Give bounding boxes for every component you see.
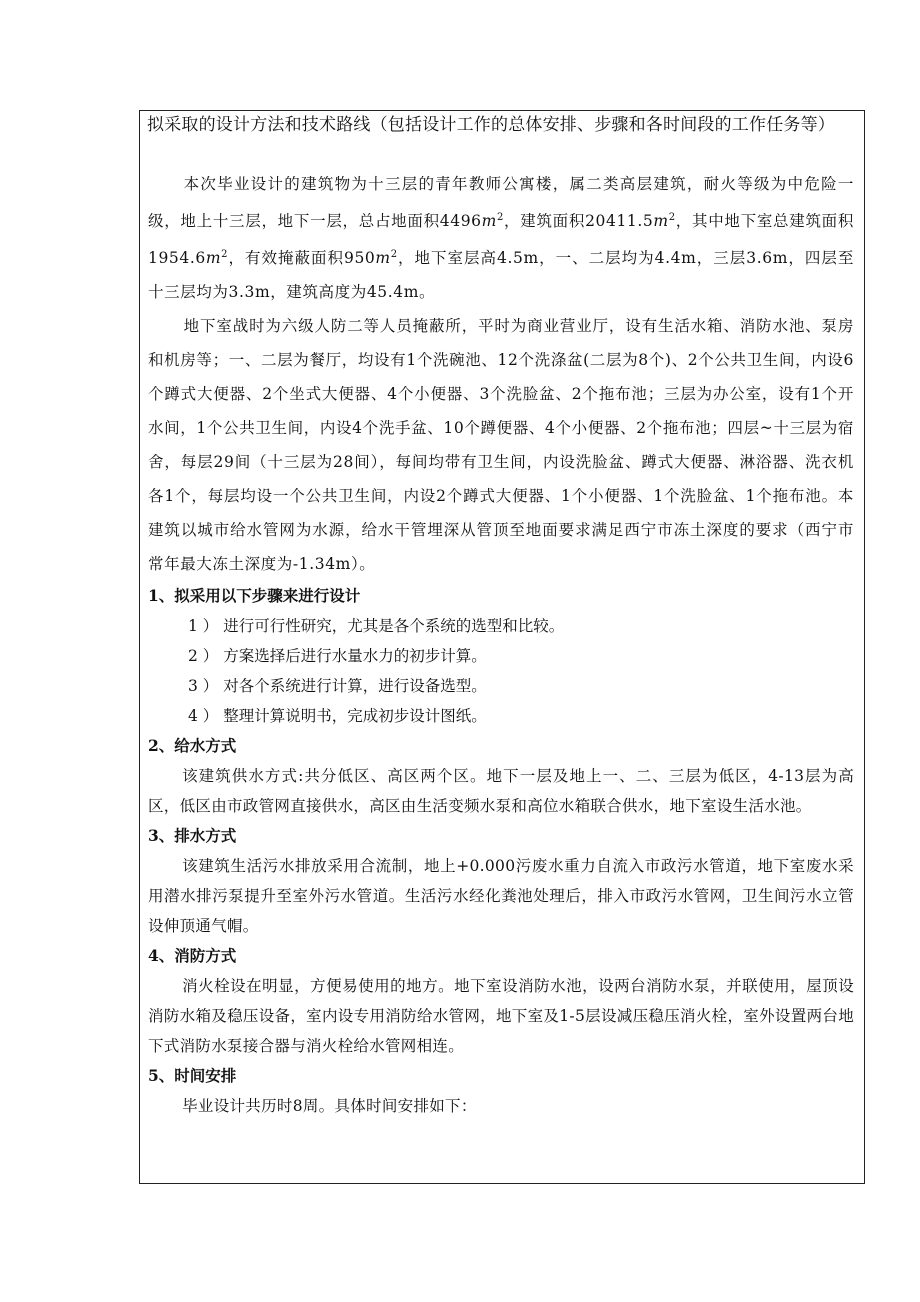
step-item: 2 ） 方案选择后进行水量水力的初步计算。 [188, 647, 487, 666]
form-cell [139, 110, 865, 1184]
section-title-drainage: 3、排水方式 [148, 826, 237, 846]
section-title-schedule: 5、时间安排 [148, 1066, 237, 1086]
cell-body [140, 167, 864, 1121]
step-item: 3 ） 对各个系统进行计算，进行设备选型。 [188, 677, 487, 696]
intro-paragraph-2: 地下室战时为六级人防二等人员掩蔽所，平时为商业营业厅，设有生活水箱、消防水池、泵房和机房等；一、二层为餐厅，均设有1个洗碗池、12个洗涤盆(二层为8个)、2个公共卫生间，内设6个蹲式大便器、2个坐式大便器、4个小便器、3个洗脸盆、2个拖布池；三层为办公室，设有1个开水间，1个公共卫生间，内设4个洗手盆、10个蹲便器、4个小便器、2个拖布池；四层~十三层为宿舍，每层29间（十三层为28间），每间均带有卫生间，内设洗脸盆、蹲式大便器、淋浴器、洗衣机各1个，每层均设一个公共卫生间，内设2个蹲式大便器、1个小便器、1个洗脸盆、1个拖布池。本建筑以城市给水管网为水源，给水干管埋深从管顶至地面要求满足西宁市冻土深度的要求（西宁市常年最大冻土深度为-1.34m）。 [148, 317, 854, 574]
cell-header: 拟采取的设计方法和技术路线（包括设计工作的总体安排、步骤和各时间段的工作任务等） [147, 115, 835, 135]
section-text-fire-protection: 消火栓设在明显，方便易使用的地方。地下室设消防水池，设两台消防水泵，并联使用，屋顶设消防水箱及稳压设备，室内设专用消防给水管网，地下室及1-5层设减压稳压消火栓，室外设置两台地下式消防水泵接合器与消火栓给水管网相连。 [148, 977, 854, 1056]
section-title-water-supply: 2、给水方式 [148, 736, 237, 756]
section-text-water-supply: 该建筑供水方式:共分低区、高区两个区。地下一层及地上一、二、三层为低区，4-13层为高区，低区由市政管网直接供水，高区由生活变频水泵和高位水箱联合供水，地下室设生活水池。 [148, 767, 854, 816]
step-item: 1 ） 进行可行性研究，尤其是各个系统的选型和比较。 [188, 617, 565, 636]
section-text-drainage: 该建筑生活污水排放采用合流制，地上+0.000污废水重力自流入市政污水管道，地下室废水采用潜水排污泵提升至室外污水管道。生活污水经化粪池处理后，排入市政污水管网，卫生间污水立管设伸顶通气帽。 [148, 857, 854, 936]
section-title-steps: 1、拟采用以下步骤来进行设计 [148, 586, 361, 606]
section-title-fire-protection: 4、消防方式 [148, 946, 237, 966]
intro-paragraph-1: 本次毕业设计的建筑物为十三层的青年教师公寓楼，属二类高层建筑，耐火等级为中危险一级，地上十三层，地下一层，总占地面积$4496m^2$，建筑面积$20411.5m^2$，其中地下室总建筑面积$1954.6m^2$，有效掩蔽面积$950m^2$，地下室层高4.5m，一、二层均为4.4m，三层3.6m，四层至十三层均为3.3m，建筑高度为45.4m。 [148, 175, 854, 302]
section-text-schedule: 毕业设计共历时8周。具体时间安排如下： [182, 1097, 477, 1116]
step-item: 4 ） 整理计算说明书，完成初步设计图纸。 [188, 707, 487, 726]
